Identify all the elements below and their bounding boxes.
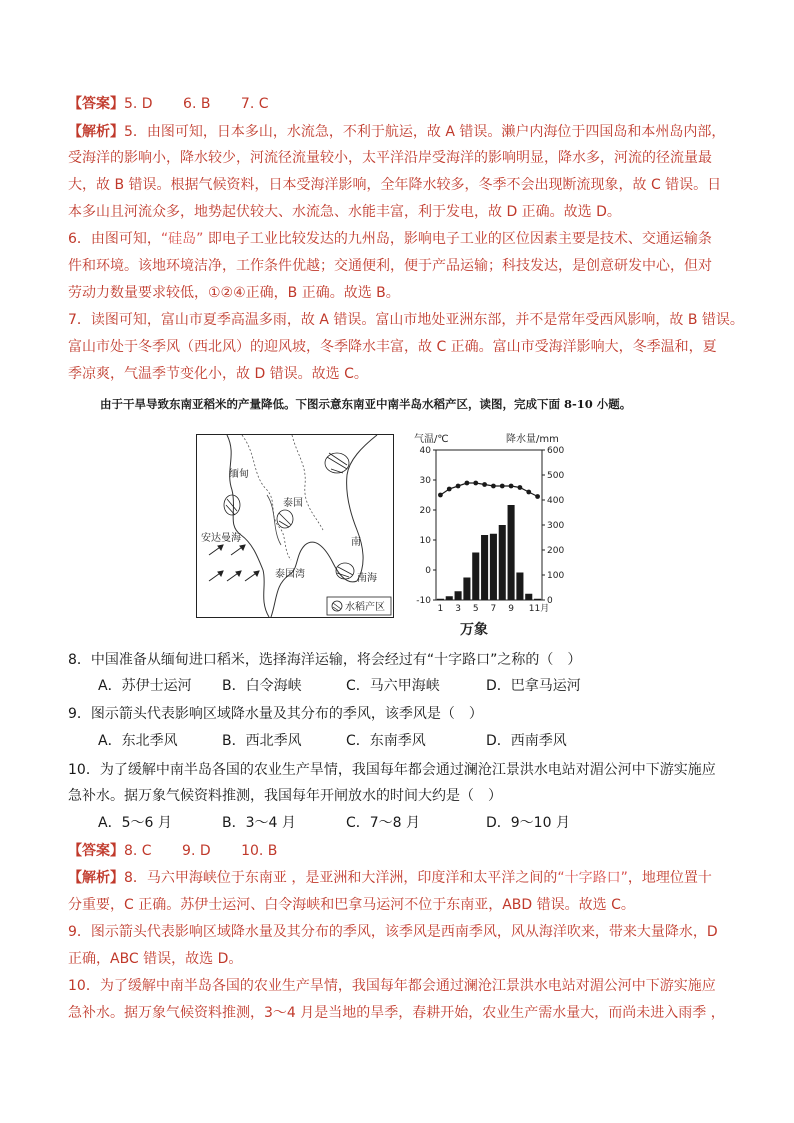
- precip-bar: [525, 594, 532, 600]
- question-9-options: [98, 731, 758, 751]
- map-label-myanmar: 缅甸: [229, 469, 249, 480]
- question-10-options: [98, 813, 758, 833]
- map-label-gulf-of-thailand: 泰国湾: [275, 569, 305, 580]
- analysis-q5-line3: 大，故 B 错误。根据气候资料，日本受海洋影响，全年降水较多，冬季不会出现断流现象，故 C 错误。日: [68, 177, 722, 193]
- chart-title: 万象: [460, 622, 488, 638]
- chart-ylabel-left: 气温/℃: [414, 434, 449, 445]
- temperature-point: [456, 484, 461, 489]
- temperature-point: [473, 481, 478, 486]
- q10-option-b[interactable]: B．3～4 月: [222, 815, 296, 831]
- right-tick-label: 0: [547, 596, 553, 606]
- x-tick-label: 3: [455, 604, 461, 614]
- chart-ylabel-right: 降水量/mm: [506, 434, 559, 445]
- temperature-point: [482, 482, 487, 487]
- q9-option-d[interactable]: D．西南季风: [486, 733, 567, 749]
- right-tick-label: 500: [547, 471, 565, 481]
- climate-chart: [404, 430, 574, 640]
- map-svg: [197, 435, 393, 617]
- map-label-andaman-sea: 安达曼海: [201, 533, 241, 544]
- question-10-line1: 10．为了缓解中南半岛各国的农业生产旱情，我国每年都会通过澜沧江景洪水电站对湄公河中下游实施应: [68, 762, 716, 778]
- analysis-q9-line2: 正确，ABC 错误，故选 D。: [68, 951, 243, 967]
- map-legend-label: 水稻产区: [345, 602, 385, 613]
- border-line: [292, 435, 323, 530]
- analysis-q6-line1: 6．由图可知，“硅岛” 即电子工业比较发达的九州岛，影响电子工业的区位因素主要是技术、交通运输条: [68, 231, 712, 247]
- q10-option-a[interactable]: A．5～6 月: [98, 815, 172, 831]
- temperature-point: [535, 494, 540, 499]
- coastline-west: [227, 435, 269, 617]
- map-label-south: 南: [351, 537, 361, 548]
- x-tick-label: 1: [437, 604, 444, 614]
- x-tick-label: 11月: [528, 604, 550, 614]
- left-tick-label: -10: [416, 596, 431, 606]
- q10-option-c[interactable]: C．7～8 月: [346, 815, 421, 831]
- question-10-line2: 急补水。据万象气候资料推测，我国每年开闸放水的时间大约是（ ）: [68, 788, 502, 804]
- analysis-q6-line2: 件和环境。该地环境洁净，工作条件优越；交通便利，便于产品运输；科技发达，是创意研发中心，但对: [68, 258, 712, 274]
- precip-bar: [455, 591, 462, 600]
- right-tick-label: 400: [547, 496, 565, 506]
- right-tick-label: 100: [547, 571, 565, 581]
- precip-bar: [490, 534, 497, 600]
- temperature-point: [465, 481, 470, 486]
- question-8: 8．中国准备从缅甸进口稻米，选择海洋运输，将会经过有“十字路口”之称的（ ）: [68, 652, 582, 668]
- analysis-q6-line3: 劳动力数量要求较低，①②④正确，B 正确。故选 B。: [68, 285, 400, 301]
- analysis-q7-line3: 季凉爽，气温季节变化小，故 D 错误。故选 C。: [68, 366, 368, 382]
- temperature-line: [440, 483, 537, 497]
- question-intro: 由于干旱导致东南亚稻米的产量降低。下图示意东南亚中南半岛水稻产区，读图，完成下面 8-10 小题。: [100, 397, 632, 411]
- analysis-q5-line4: 本多山且河流众多，地势起伏较大、水流急、水能丰富，利于发电，故 D 正确。故选 D。: [68, 204, 621, 220]
- analysis-q8-line1: 【解析】8．马六甲海峡位于东南亚 ，是亚洲和大洋洲，印度洋和太平洋之间的“十字路口”，地理位置十: [68, 870, 712, 886]
- analysis-q7-line1: 7．读图可知，富山市夏季高温多雨，故 A 错误。富山市地处亚洲东部，并不是常年受西风影响，故 B 错误。: [68, 312, 744, 328]
- left-tick-label: 10: [419, 536, 431, 546]
- q9-option-c[interactable]: C．东南季风: [346, 733, 426, 749]
- x-tick-label: 5: [472, 604, 479, 614]
- q8-option-c[interactable]: C．马六甲海峡: [346, 678, 440, 694]
- analysis-q10-line1: 10．为了缓解中南半岛各国的农业生产旱情，我国每年都会通过澜沧江景洪水电站对湄公河中下游实施应: [68, 978, 716, 994]
- precip-bar: [446, 596, 453, 600]
- temperature-point: [438, 493, 443, 498]
- analysis-q9-line1: 9．图示箭头代表影响区域降水量及其分布的季风，该季风是西南季风，风从海洋吹来，带来大量降水，D: [68, 924, 718, 940]
- analysis-q10-line2: 急补水。据万象气候资料推测，3～4 月是当地的旱季，春耕开始，农业生产需水量大，而尚未进入雨季 ，: [68, 1005, 725, 1021]
- analysis-q8-line2: 分重要，C 正确。苏伊士运河、白令海峡和巴拿马运河不位于东南亚，ABD 错误。故选 C。: [68, 897, 635, 913]
- temperature-point: [509, 484, 514, 489]
- climate-chart-svg: [404, 430, 574, 640]
- precip-bar: [534, 599, 541, 600]
- analysis-q7-line2: 富山市处于冬季风（西北风）的迎风坡，冬季降水丰富，故 C 正确。富山市受海洋影响大，冬季温和，夏: [68, 339, 717, 355]
- precip-bar: [499, 525, 506, 600]
- left-tick-label: 40: [419, 446, 431, 456]
- answer-tag: 【答案】: [68, 96, 124, 112]
- chart-frame: [436, 450, 542, 600]
- river-line: [267, 495, 281, 545]
- left-tick-label: 30: [419, 476, 431, 486]
- precip-bar: [508, 505, 515, 600]
- coastline-east: [347, 435, 377, 581]
- x-tick-label: 7: [490, 604, 497, 614]
- precip-bar: [516, 573, 523, 601]
- map-label-south-china-sea: 南海: [357, 573, 377, 584]
- answer-line-1: 【答案】5. D 6. B 7. C: [68, 96, 269, 112]
- map-label-thailand: 泰国: [283, 498, 303, 509]
- rice-region-map: [196, 434, 394, 618]
- left-tick-label: 0: [425, 566, 431, 576]
- question-8-options: [98, 676, 758, 696]
- temperature-point: [500, 484, 505, 489]
- temperature-point: [518, 485, 523, 490]
- right-tick-label: 200: [547, 546, 565, 556]
- x-tick-label: 9: [508, 604, 514, 614]
- question-9: 9．图示箭头代表影响区域降水量及其分布的季风，该季风是（ ）: [68, 706, 483, 722]
- right-tick-label: 300: [547, 521, 565, 531]
- q9-option-b[interactable]: B．西北季风: [222, 733, 302, 749]
- precip-bar: [463, 578, 470, 601]
- q8-option-b[interactable]: B．白令海峡: [222, 678, 302, 694]
- precip-bar: [472, 553, 479, 601]
- temperature-point: [526, 490, 531, 495]
- temperature-point: [447, 487, 452, 492]
- precip-bar: [481, 535, 488, 600]
- right-tick-label: 600: [547, 446, 565, 456]
- q10-option-d[interactable]: D．9～10 月: [486, 815, 570, 831]
- analysis-q5-line1: 【解析】5．由图可知，日本多山，水流急，不利于航运，故 A 错误。濑户内海位于四国岛和本州岛内部，: [68, 124, 726, 140]
- left-tick-label: 20: [419, 506, 431, 516]
- temperature-point: [491, 484, 496, 489]
- answer-line-2: 【答案】8. C 9. D 10. B: [68, 843, 278, 859]
- analysis-q5-line2: 受海洋的影响小，降水较少，河流径流量较小，太平洋沿岸受海洋的影响明显，降水多，河流的径流量最: [68, 150, 712, 166]
- q8-option-d[interactable]: D．巴拿马运河: [486, 678, 581, 694]
- q9-option-a[interactable]: A．东北季风: [98, 733, 178, 749]
- q8-option-a[interactable]: A．苏伊士运河: [98, 678, 192, 694]
- precip-bar: [437, 599, 444, 600]
